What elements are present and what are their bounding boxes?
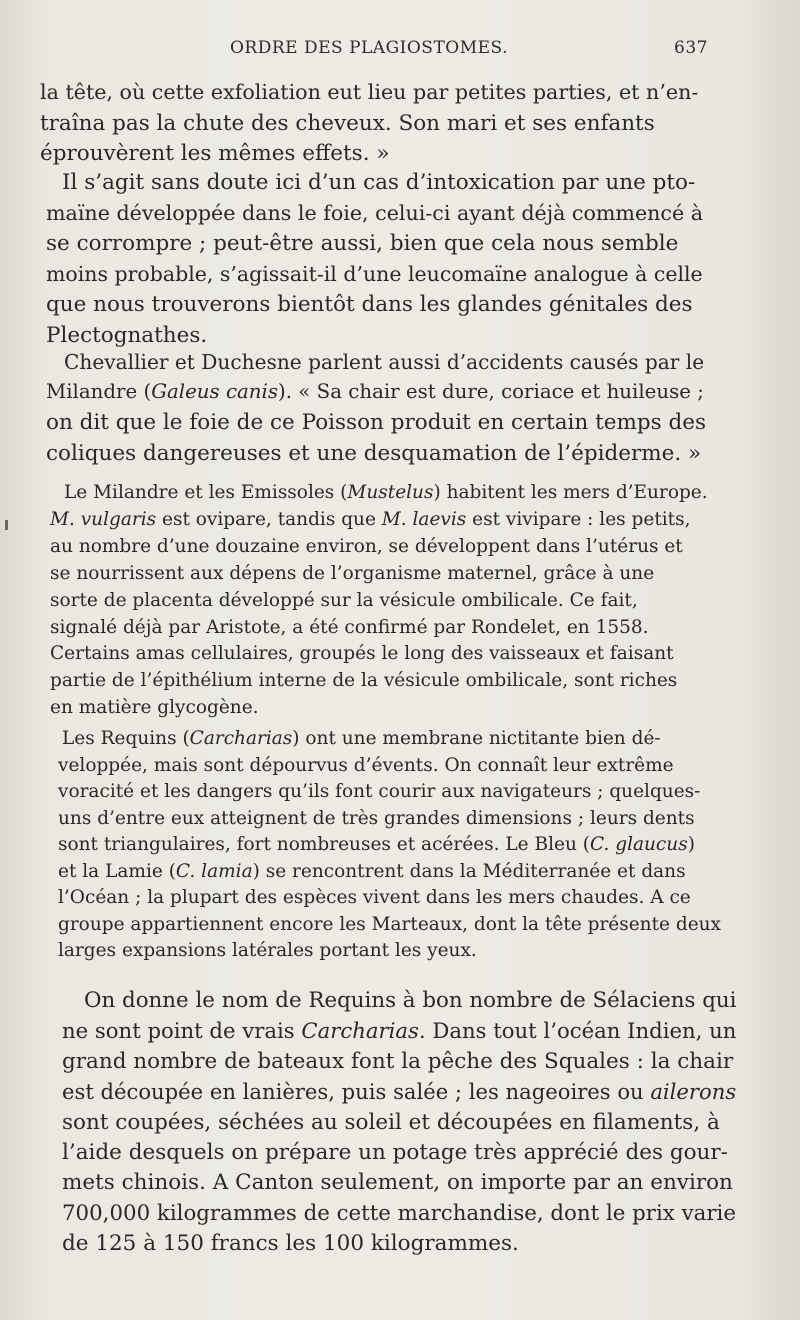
page-header	[40, 38, 708, 66]
text-line: on dit que le foie de ce Poisson produit en certain temps des	[46, 410, 707, 436]
text-line: Le Milandre et les Emissoles (Mustelus) habitent les mers d’Europe.	[64, 482, 708, 503]
text-line: Plectognathes.	[46, 323, 208, 348]
text-line: la tête, où cette exfoliation eut lieu par petites parties, et n’en-	[40, 80, 699, 104]
text-line: Il s’agit sans doute ici d’un cas d’intoxication par une pto-	[62, 170, 696, 195]
page-number: 637	[674, 38, 708, 58]
text-line: larges expansions latérales portant les yeux.	[58, 940, 477, 961]
text-line: ne sont point de vrais Carcharias. Dans tout l’océan Indien, un	[62, 1018, 737, 1044]
text-line: moins probable, s’agissait-il d’une leucomaïne analogue à celle	[46, 261, 703, 286]
text-line: uns d’entre eux atteignent de très grandes dimensions ; leurs dents	[58, 807, 695, 829]
text-line: maïne développée dans le foie, celui-ci ayant déjà commencé à	[46, 200, 704, 225]
text-line: Milandre (Galeus canis). « Sa chair est dure, coriace et huileuse ;	[46, 380, 704, 404]
text-line: au nombre d’une douzaine environ, se développent dans l’utérus et	[50, 535, 683, 557]
text-line: de 125 à 150 francs les 100 kilogrammes.	[62, 1231, 519, 1257]
text-line: est découpée en lanières, puis salée ; les nageoires ou ailerons	[62, 1079, 737, 1105]
text-line: Les Requins (Carcharias) ont une membrane nictitante bien dé-	[62, 728, 661, 749]
text-line: signalé déjà par Aristote, a été confirmé par Rondelet, en 1558.	[50, 616, 649, 638]
text-line: voracité et les dangers qu’ils font courir aux navigateurs ; quelques-	[58, 781, 701, 802]
running-title: ORDRE DES PLAGIOSTOMES.	[230, 38, 508, 58]
text-line: M. vulgaris est ovipare, tandis que M. laevis est vivipare : les petits,	[50, 508, 691, 530]
text-line: partie de l’épithélium interne de la vésicule ombilicale, sont riches	[50, 670, 678, 692]
text-line: se corrompre ; peut-être aussi, bien que cela nous semble	[46, 231, 679, 257]
text-line: en matière glycogène.	[50, 697, 259, 719]
text-line: traîna pas la chute des cheveux. Son mari et ses enfants	[40, 110, 655, 136]
text-line: grand nombre de bateaux font la pêche des Squales : la chair	[62, 1048, 734, 1074]
text-line: sont coupées, séchées au soleil et découpées en filaments, à	[62, 1109, 720, 1135]
margin-tick-mark	[5, 520, 8, 530]
text-line: l’aide desquels on prépare un potage très apprécié des gour-	[62, 1140, 728, 1165]
text-line: groupe appartiennent encore les Marteaux, dont la tête présente deux	[58, 913, 721, 935]
text-line: Certains amas cellulaires, groupés le long des vaisseaux et faisant	[50, 643, 674, 665]
text-line: 700,000 kilogrammes de cette marchandise, dont le prix varie	[62, 1200, 736, 1226]
text-line: coliques dangereuses et une desquamation de l’épiderme. »	[46, 440, 702, 466]
text-line: éprouvèrent les mêmes effets. »	[40, 141, 390, 166]
text-line: l’Océan ; la plupart des espèces vivent dans les mers chaudes. A ce	[58, 887, 691, 908]
text-line: On donne le nom de Requins à bon nombre de Sélaciens qui	[84, 988, 737, 1013]
text-line: et la Lamie (C. lamia) se rencontrent dans la Méditerranée et dans	[58, 860, 686, 882]
text-line: Chevallier et Duchesne parlent aussi d’accidents causés par le	[64, 350, 705, 374]
text-line: mets chinois. A Canton seulement, on importe par an environ	[62, 1170, 733, 1196]
text-line: se nourrissent aux dépens de l’organisme maternel, grâce à une	[50, 562, 655, 584]
text-line: que nous trouverons bientôt dans les glandes génitales des	[46, 292, 693, 318]
text-line: sont triangulaires, fort nombreuses et acérées. Le Bleu (C. glaucus)	[58, 834, 695, 855]
text-line: sorte de placenta développé sur la vésicule ombilicale. Ce fait,	[50, 589, 638, 611]
text-line: veloppée, mais sont dépourvus d’évents. On connaît leur extrême	[58, 754, 674, 776]
